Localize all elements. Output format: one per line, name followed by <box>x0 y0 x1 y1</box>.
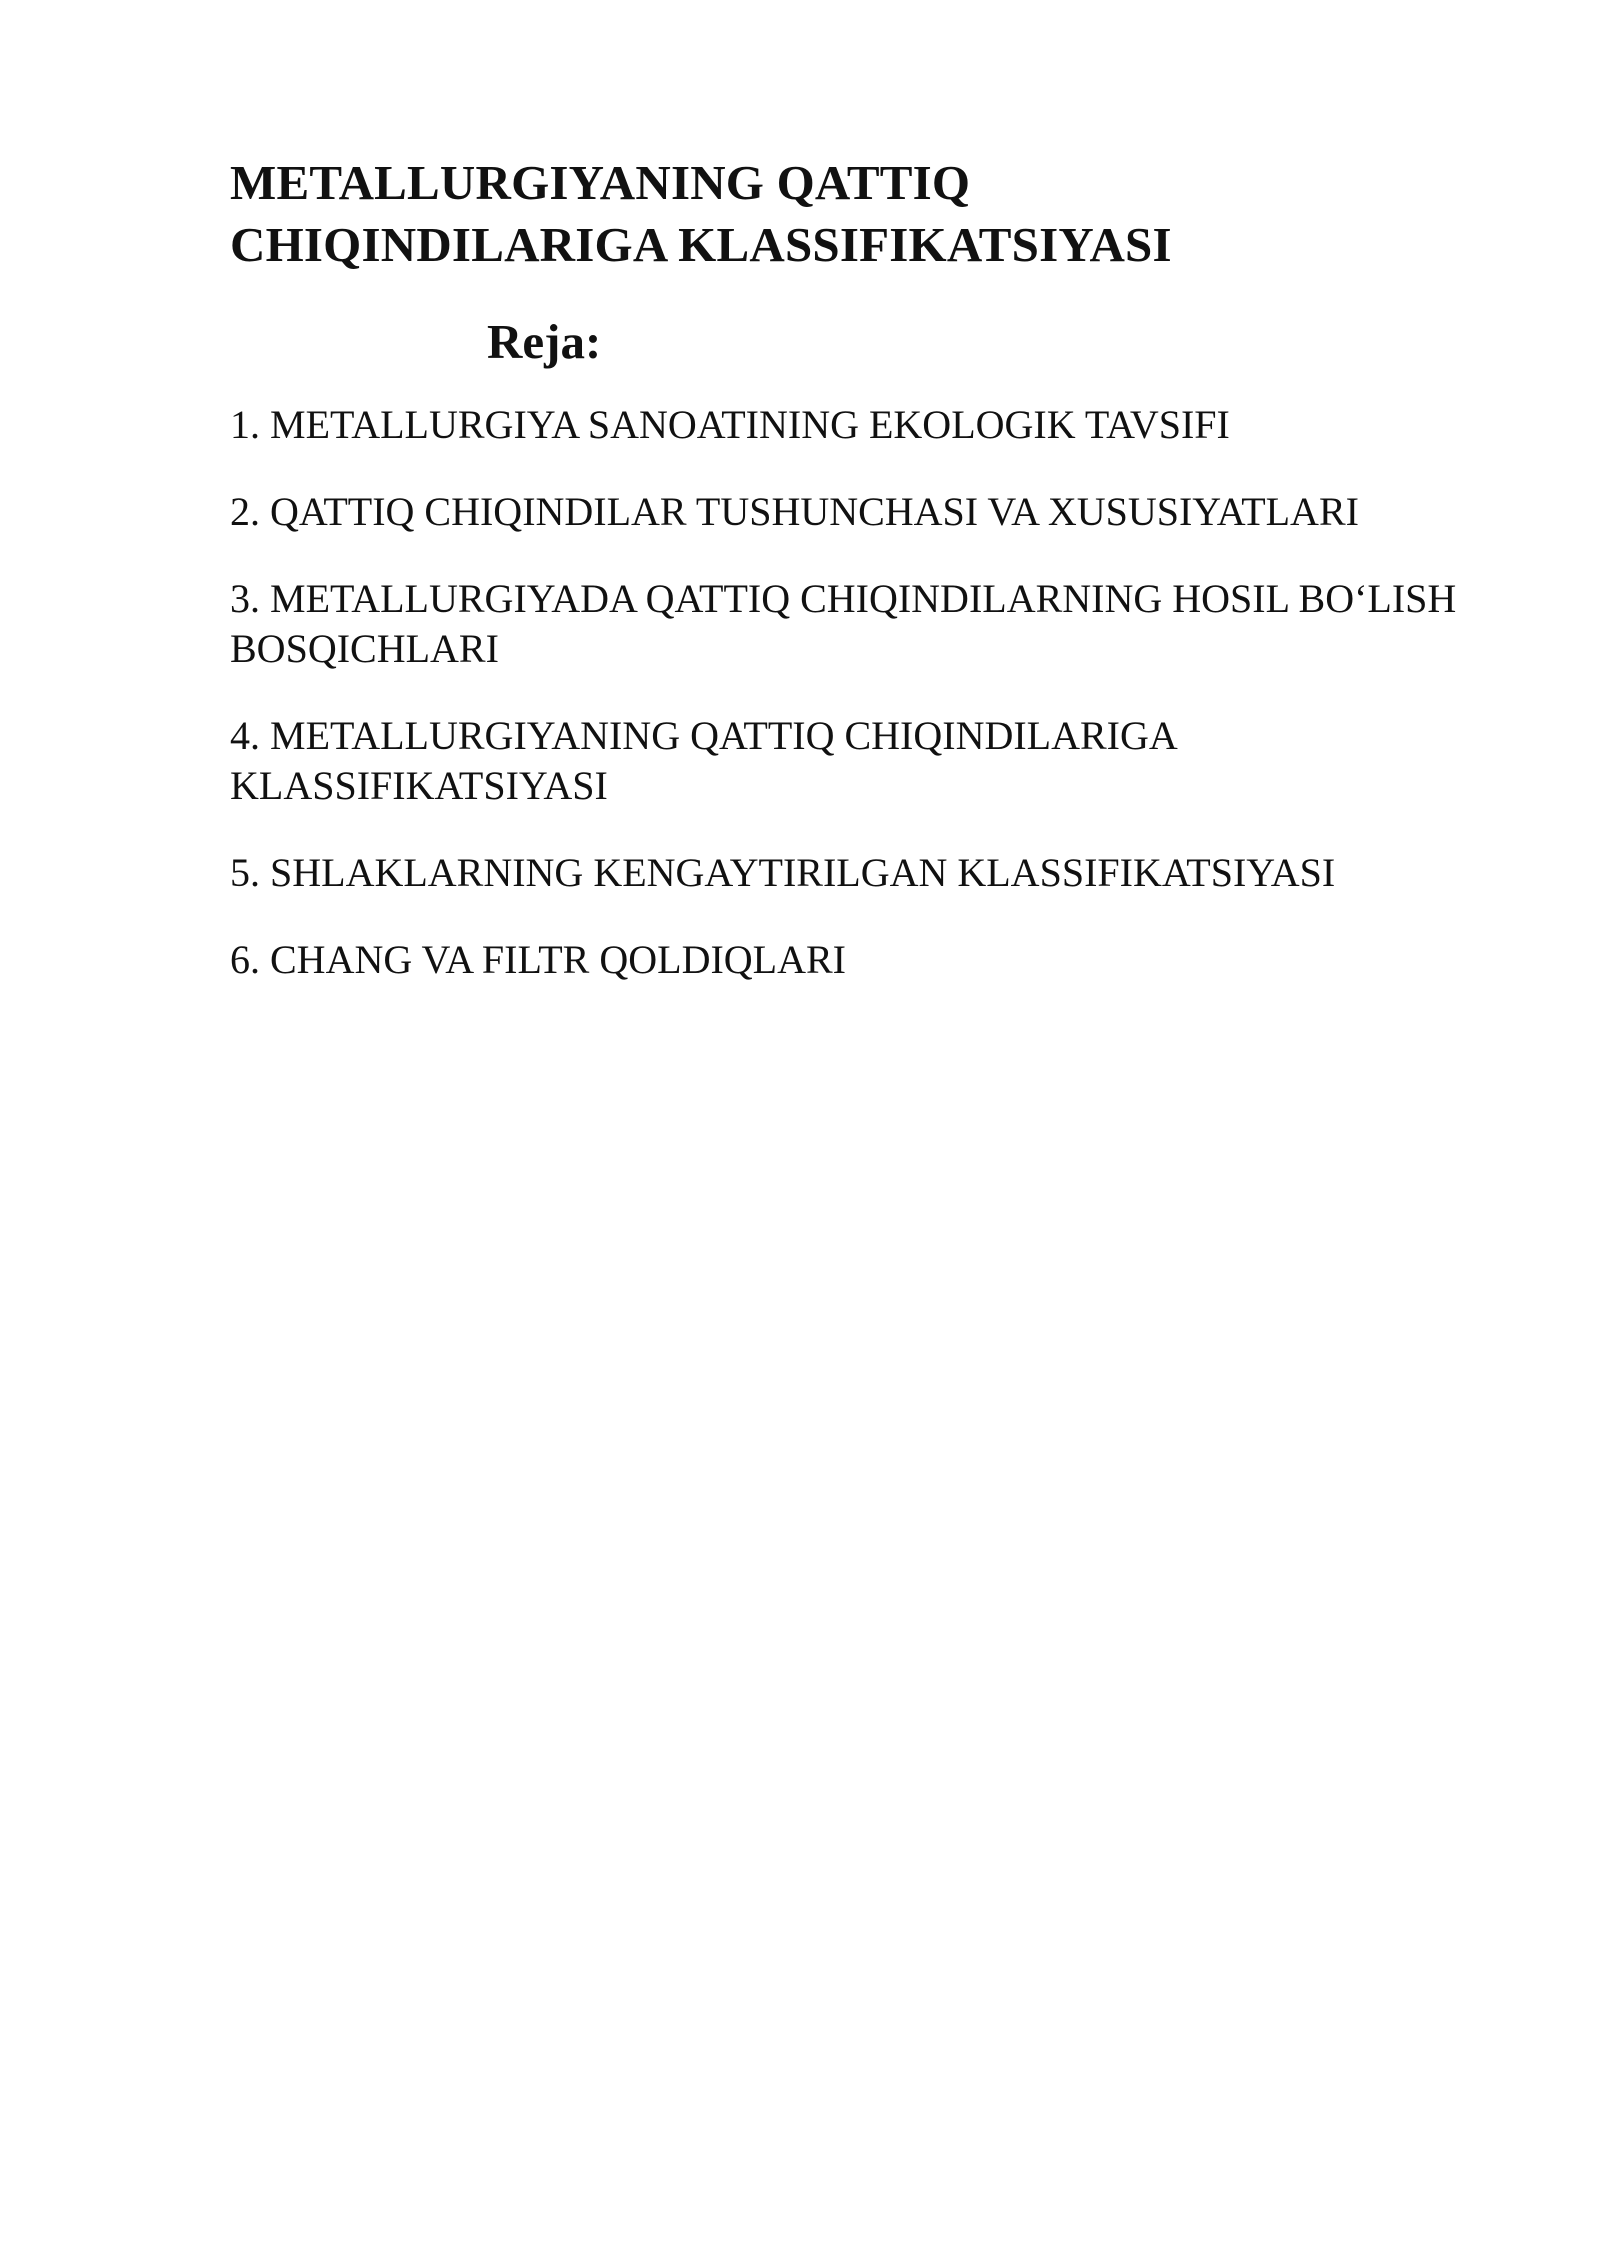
document-title-line-2: CHIQINDILARIGA KLASSIFIKATSIYASI <box>230 217 1172 272</box>
plan-item-3: 3. METALLURGIYADA QATTIQ CHIQINDILARNING HOSIL BO‘LISH BOSQICHLARI <box>230 576 1457 671</box>
document-title-line-1: METALLURGIYANING QATTIQ <box>230 155 971 210</box>
plan-item-2: 2. QATTIQ CHIQINDILAR TUSHUNCHASI VA XUSUSIYATLARI <box>230 489 1359 534</box>
document-content <box>230 152 1510 1022</box>
plan-item-5: 5. SHLAKLARNING KENGAYTIRILGAN KLASSIFIKATSIYASI <box>230 850 1336 895</box>
plan-list <box>230 400 1510 985</box>
plan-item-1: 1. METALLURGIYA SANOATINING EKOLOGIK TAVSIFI <box>230 402 1230 447</box>
plan-heading: Reja: <box>487 314 602 369</box>
plan-item-4: 4. METALLURGIYANING QATTIQ CHIQINDILARIGA KLASSIFIKATSIYASI <box>230 713 1176 808</box>
plan-item-6: 6. CHANG VA FILTR QOLDIQLARI <box>230 937 846 982</box>
document-title <box>230 152 1510 276</box>
